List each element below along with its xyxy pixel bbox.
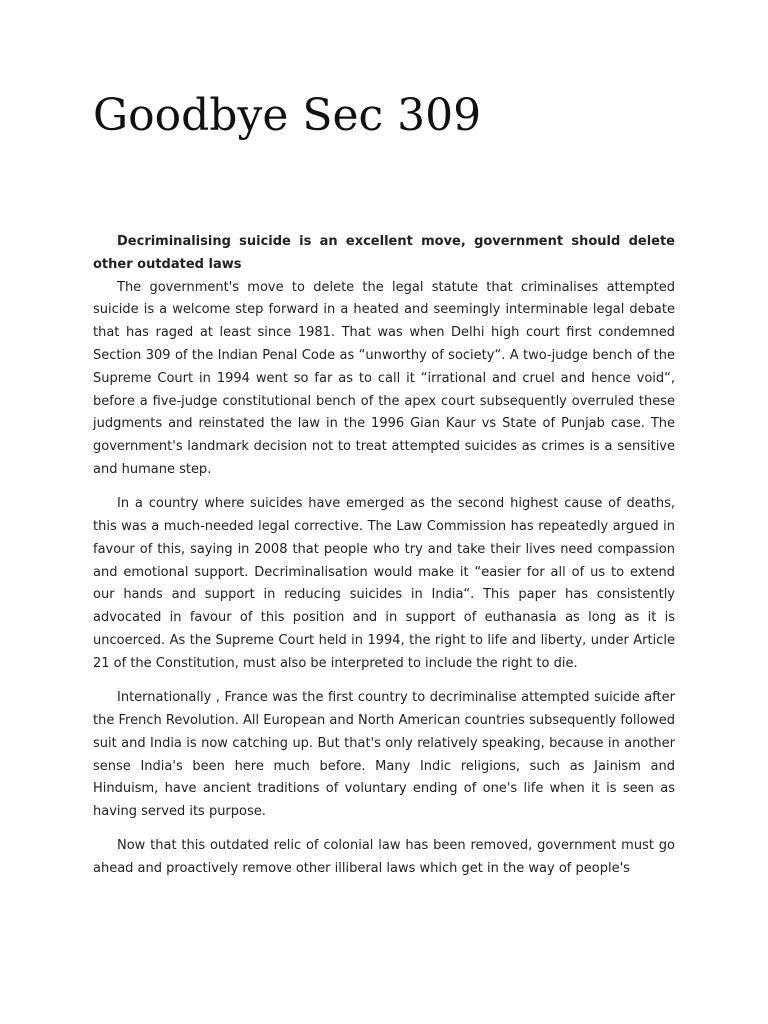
paragraph-4: Now that this outdated relic of colonial law has been removed, government must go ahead and proactively remove other illiberal laws which get in the way of people's — [93, 838, 675, 877]
article-subheading: Decriminalising suicide is an excellent move, government should delete other outdated laws — [93, 234, 675, 272]
paragraph-1: The government's move to delete the legal statute that criminalises attempted suicide is a welcome step forward in a heated and seemingly interminable legal debate that has raged at least since 1981. That was when Delhi high court first condemned Section 309 of the Indian Penal Code as “unworthy of society“. A two-judge bench of the Supreme Court in 1994 went so far as to call it “irrational and cruel and hence void“, before a five-judge constitutional bench of the apex court subsequently overruled these judgments and reinstated the law in the 1996 Gian Kaur vs State of Punjab case. The government's landmark decision not to treat attempted suicides as crimes is a sensitive and humane step. — [93, 279, 675, 477]
document-title: Goodbye Sec 309 — [93, 90, 482, 141]
article-body — [93, 231, 675, 881]
paragraph-2: In a country where suicides have emerged as the second highest cause of deaths, this was a much-needed legal corrective. The Law Commission has repeatedly argued in favour of this, saying in 2008 that people who try and take their lives need compassion and emotional support. Decriminalisation would make it “easier for all of us to extend our hands and support in reducing suicides in India“. This paper has consistently advocated in favour of this position and in support of euthanasia as long as it is uncoerced. As the Supreme Court held in 1994, the right to life and liberty, under Article 21 of the Constitution, must also be interpreted to include the right to die. — [93, 496, 675, 671]
paragraph-3: Internationally , France was the first country to decriminalise attempted suicide after the French Revolution. All European and North American countries subsequently followed suit and India is now catching up. But that's only relatively speaking, because in another sense India's been here much before. Many Indic religions, such as Jainism and Hinduism, have ancient traditions of voluntary ending of one's life when it is seen as having served its purpose. — [93, 690, 675, 820]
